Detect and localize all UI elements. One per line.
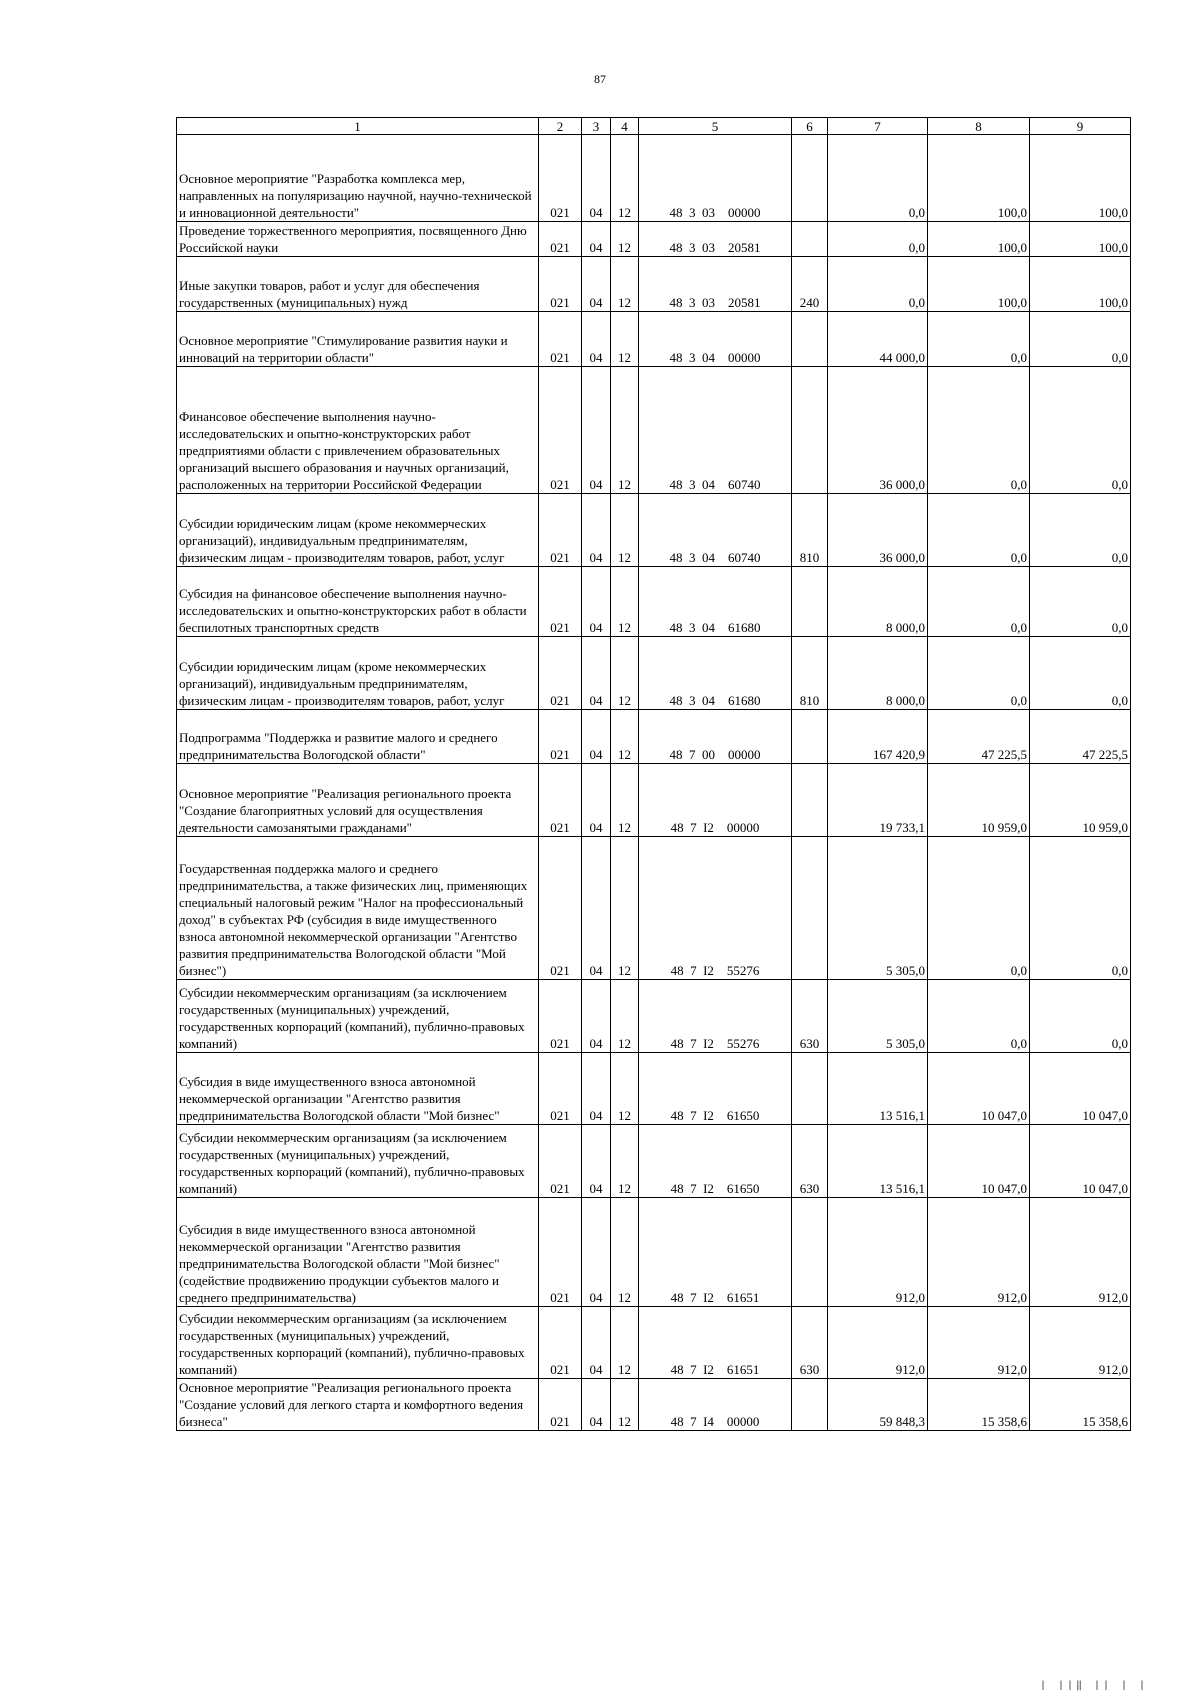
cell-amount-year-1: 13 516,1 — [828, 1125, 928, 1198]
cell-admin-code: 021 — [539, 367, 582, 494]
row-description: Основное мероприятие "Реализация регионального проекта "Создание благоприятных условий для осуществления деятельности самозанятыми гражданами" — [177, 764, 539, 837]
row-description: Субсидия в виде имущественного взноса автономной некоммерческой организации "Агентство развития предпринимательства Вологодской области "Мой бизнес" — [177, 1053, 539, 1125]
cell-target-article: 48 7 00 00000 — [639, 710, 792, 764]
cell-section: 04 — [582, 1125, 611, 1198]
table-row — [177, 1379, 1131, 1431]
cell-subsection: 12 — [611, 637, 639, 710]
cell-target-article: 48 7 I2 61650 — [639, 1125, 792, 1198]
cell-amount-year-1: 0,0 — [828, 257, 928, 312]
cell-target-article: 48 7 I4 00000 — [639, 1379, 792, 1431]
cell-amount-year-1: 59 848,3 — [828, 1379, 928, 1431]
table-row — [177, 135, 1131, 222]
col-header-3: 3 — [582, 118, 611, 135]
cell-amount-year-3: 912,0 — [1030, 1198, 1131, 1307]
cell-amount-year-3: 912,0 — [1030, 1307, 1131, 1379]
col-header-5: 5 — [639, 118, 792, 135]
cell-amount-year-2: 100,0 — [928, 257, 1030, 312]
cell-amount-year-1: 44 000,0 — [828, 312, 928, 367]
table-row — [177, 367, 1131, 494]
cell-amount-year-1: 13 516,1 — [828, 1053, 928, 1125]
table-row — [177, 1125, 1131, 1198]
cell-section: 04 — [582, 1198, 611, 1307]
cell-section: 04 — [582, 312, 611, 367]
cell-target-article: 48 7 I2 61651 — [639, 1198, 792, 1307]
cell-target-article: 48 3 04 00000 — [639, 312, 792, 367]
cell-amount-year-2: 100,0 — [928, 135, 1030, 222]
cell-target-article: 48 3 04 60740 — [639, 494, 792, 567]
cell-amount-year-1: 912,0 — [828, 1198, 928, 1307]
cell-subsection: 12 — [611, 1053, 639, 1125]
cell-admin-code: 021 — [539, 567, 582, 637]
cell-target-article: 48 3 04 61680 — [639, 567, 792, 637]
row-description: Основное мероприятие "Разработка комплекса мер, направленных на популяризацию научной, научно-технической и инновационной деятельности" — [177, 135, 539, 222]
row-description: Субсидии юридическим лицам (кроме некоммерческих организаций), индивидуальным предпринимателям, физическим лицам - производителям товаров, работ, услуг — [177, 637, 539, 710]
table-row — [177, 312, 1131, 367]
row-description: Основное мероприятие "Реализация регионального проекта "Создание условий для легкого старта и комфортного ведения бизнеса" — [177, 1379, 539, 1431]
cell-target-article: 48 7 I2 61650 — [639, 1053, 792, 1125]
cell-target-article: 48 3 03 20581 — [639, 257, 792, 312]
cell-expense-type: 810 — [792, 637, 828, 710]
cell-section: 04 — [582, 837, 611, 980]
cell-section: 04 — [582, 637, 611, 710]
cell-admin-code: 021 — [539, 1198, 582, 1307]
cell-amount-year-1: 5 305,0 — [828, 980, 928, 1053]
cell-subsection: 12 — [611, 257, 639, 312]
cell-admin-code: 021 — [539, 135, 582, 222]
table-row — [177, 494, 1131, 567]
cell-subsection: 12 — [611, 764, 639, 837]
cell-amount-year-2: 10 047,0 — [928, 1053, 1030, 1125]
cell-expense-type — [792, 135, 828, 222]
cell-expense-type — [792, 312, 828, 367]
row-description: Государственная поддержка малого и среднего предпринимательства, а также физических лиц, применяющих специальный налоговый режим "Налог на профессиональный доход" в субъектах РФ (субсидия в виде имущественного взноса автономной некоммерческой организации "Агентство развития предпринимательства Вологодской области "Мой бизнес") — [177, 837, 539, 980]
cell-admin-code: 021 — [539, 312, 582, 367]
budget-table — [176, 117, 1131, 1431]
row-description: Подпрограмма "Поддержка и развитие малого и среднего предпринимательства Вологодской области" — [177, 710, 539, 764]
cell-admin-code: 021 — [539, 1379, 582, 1431]
cell-target-article: 48 7 I2 55276 — [639, 837, 792, 980]
cell-admin-code: 021 — [539, 837, 582, 980]
table-row — [177, 222, 1131, 257]
cell-expense-type: 630 — [792, 1125, 828, 1198]
table-row — [177, 1307, 1131, 1379]
cell-admin-code: 021 — [539, 637, 582, 710]
cell-amount-year-3: 0,0 — [1030, 567, 1131, 637]
cell-section: 04 — [582, 710, 611, 764]
cell-admin-code: 021 — [539, 1307, 582, 1379]
cell-amount-year-3: 0,0 — [1030, 367, 1131, 494]
cell-section: 04 — [582, 980, 611, 1053]
cell-amount-year-1: 5 305,0 — [828, 837, 928, 980]
cell-amount-year-3: 10 959,0 — [1030, 764, 1131, 837]
scan-marks: | ||‖ || | | — [1040, 1681, 1149, 1692]
cell-expense-type — [792, 1379, 828, 1431]
table-row — [177, 1198, 1131, 1307]
cell-amount-year-2: 912,0 — [928, 1198, 1030, 1307]
cell-expense-type — [792, 764, 828, 837]
cell-subsection: 12 — [611, 980, 639, 1053]
cell-target-article: 48 7 I2 61651 — [639, 1307, 792, 1379]
cell-subsection: 12 — [611, 1307, 639, 1379]
cell-section: 04 — [582, 1307, 611, 1379]
cell-amount-year-1: 19 733,1 — [828, 764, 928, 837]
cell-expense-type — [792, 1053, 828, 1125]
col-header-2: 2 — [539, 118, 582, 135]
row-description: Субсидии некоммерческим организациям (за исключением государственных (муниципальных) учреждений, государственных корпораций (компаний), публично-правовых компаний) — [177, 980, 539, 1053]
cell-section: 04 — [582, 764, 611, 837]
cell-amount-year-1: 912,0 — [828, 1307, 928, 1379]
cell-admin-code: 021 — [539, 1125, 582, 1198]
cell-target-article: 48 3 04 61680 — [639, 637, 792, 710]
row-description: Финансовое обеспечение выполнения научно-исследовательских и опытно-конструкторских работ предприятиями области с привлечением образовательных организаций высшего образования и научных организаций, расположенных на территории Российской Федерации — [177, 367, 539, 494]
cell-amount-year-2: 100,0 — [928, 222, 1030, 257]
row-description: Субсидии некоммерческим организациям (за исключением государственных (муниципальных) учреждений, государственных корпораций (компаний), публично-правовых компаний) — [177, 1307, 539, 1379]
cell-admin-code: 021 — [539, 764, 582, 837]
cell-section: 04 — [582, 367, 611, 494]
table-row — [177, 257, 1131, 312]
cell-target-article: 48 3 03 00000 — [639, 135, 792, 222]
cell-expense-type — [792, 222, 828, 257]
cell-expense-type — [792, 1198, 828, 1307]
cell-section: 04 — [582, 1053, 611, 1125]
col-header-6: 6 — [792, 118, 828, 135]
cell-subsection: 12 — [611, 135, 639, 222]
row-description: Иные закупки товаров, работ и услуг для обеспечения государственных (муниципальных) нужд — [177, 257, 539, 312]
cell-expense-type — [792, 710, 828, 764]
cell-target-article: 48 3 04 60740 — [639, 367, 792, 494]
col-header-8: 8 — [928, 118, 1030, 135]
cell-amount-year-2: 10 959,0 — [928, 764, 1030, 837]
cell-amount-year-1: 36 000,0 — [828, 367, 928, 494]
header-row — [177, 118, 1131, 135]
cell-amount-year-1: 36 000,0 — [828, 494, 928, 567]
cell-section: 04 — [582, 494, 611, 567]
cell-subsection: 12 — [611, 567, 639, 637]
cell-expense-type — [792, 837, 828, 980]
col-header-7: 7 — [828, 118, 928, 135]
cell-section: 04 — [582, 1379, 611, 1431]
col-header-4: 4 — [611, 118, 639, 135]
cell-amount-year-3: 0,0 — [1030, 980, 1131, 1053]
table-row — [177, 837, 1131, 980]
row-description: Субсидии юридическим лицам (кроме некоммерческих организаций), индивидуальным предпринимателям, физическим лицам - производителям товаров, работ, услуг — [177, 494, 539, 567]
cell-amount-year-1: 167 420,9 — [828, 710, 928, 764]
col-header-9: 9 — [1030, 118, 1131, 135]
table-row — [177, 710, 1131, 764]
cell-expense-type — [792, 567, 828, 637]
cell-amount-year-2: 912,0 — [928, 1307, 1030, 1379]
cell-amount-year-3: 10 047,0 — [1030, 1053, 1131, 1125]
cell-subsection: 12 — [611, 494, 639, 567]
cell-amount-year-3: 100,0 — [1030, 257, 1131, 312]
cell-amount-year-2: 0,0 — [928, 637, 1030, 710]
cell-amount-year-2: 0,0 — [928, 367, 1030, 494]
cell-subsection: 12 — [611, 367, 639, 494]
cell-section: 04 — [582, 257, 611, 312]
cell-amount-year-3: 0,0 — [1030, 494, 1131, 567]
cell-expense-type: 630 — [792, 1307, 828, 1379]
cell-amount-year-3: 47 225,5 — [1030, 710, 1131, 764]
cell-subsection: 12 — [611, 222, 639, 257]
row-description: Субсидия на финансовое обеспечение выполнения научно- исследовательских и опытно-конструкторских работ в области беспилотных транспортных средств — [177, 567, 539, 637]
cell-amount-year-3: 0,0 — [1030, 837, 1131, 980]
cell-subsection: 12 — [611, 710, 639, 764]
table-row — [177, 1053, 1131, 1125]
cell-expense-type — [792, 367, 828, 494]
cell-section: 04 — [582, 135, 611, 222]
cell-target-article: 48 7 I2 55276 — [639, 980, 792, 1053]
cell-admin-code: 021 — [539, 710, 582, 764]
table-row — [177, 567, 1131, 637]
cell-amount-year-1: 8 000,0 — [828, 567, 928, 637]
cell-amount-year-2: 0,0 — [928, 494, 1030, 567]
cell-amount-year-3: 0,0 — [1030, 637, 1131, 710]
cell-admin-code: 021 — [539, 980, 582, 1053]
cell-amount-year-2: 0,0 — [928, 980, 1030, 1053]
table-row — [177, 764, 1131, 837]
cell-subsection: 12 — [611, 312, 639, 367]
row-description: Основное мероприятие "Стимулирование развития науки и инноваций на территории области" — [177, 312, 539, 367]
col-header-1: 1 — [177, 118, 539, 135]
cell-amount-year-3: 10 047,0 — [1030, 1125, 1131, 1198]
cell-expense-type: 810 — [792, 494, 828, 567]
cell-target-article: 48 3 03 20581 — [639, 222, 792, 257]
cell-section: 04 — [582, 222, 611, 257]
cell-amount-year-3: 100,0 — [1030, 222, 1131, 257]
cell-amount-year-1: 8 000,0 — [828, 637, 928, 710]
cell-amount-year-2: 47 225,5 — [928, 710, 1030, 764]
cell-amount-year-3: 100,0 — [1030, 135, 1131, 222]
cell-amount-year-3: 0,0 — [1030, 312, 1131, 367]
cell-admin-code: 021 — [539, 222, 582, 257]
cell-admin-code: 021 — [539, 1053, 582, 1125]
cell-amount-year-3: 15 358,6 — [1030, 1379, 1131, 1431]
cell-amount-year-2: 10 047,0 — [928, 1125, 1030, 1198]
row-description: Проведение торжественного мероприятия, посвященного Дню Российской науки — [177, 222, 539, 257]
cell-subsection: 12 — [611, 1198, 639, 1307]
cell-section: 04 — [582, 567, 611, 637]
table-row — [177, 980, 1131, 1053]
cell-target-article: 48 7 I2 00000 — [639, 764, 792, 837]
cell-amount-year-1: 0,0 — [828, 222, 928, 257]
table-row — [177, 637, 1131, 710]
cell-subsection: 12 — [611, 1379, 639, 1431]
cell-admin-code: 021 — [539, 494, 582, 567]
cell-expense-type: 630 — [792, 980, 828, 1053]
row-description: Субсидия в виде имущественного взноса автономной некоммерческой организации "Агентство развития предпринимательства Вологодской области "Мой бизнес" (содействие продвижению продукции субъектов малого и среднего предпринимательства) — [177, 1198, 539, 1307]
cell-amount-year-1: 0,0 — [828, 135, 928, 222]
cell-amount-year-2: 0,0 — [928, 567, 1030, 637]
page-number: 87 — [594, 72, 606, 86]
row-description: Субсидии некоммерческим организациям (за исключением государственных (муниципальных) учреждений, государственных корпораций (компаний), публично-правовых компаний) — [177, 1125, 539, 1198]
cell-expense-type: 240 — [792, 257, 828, 312]
cell-subsection: 12 — [611, 1125, 639, 1198]
cell-amount-year-2: 0,0 — [928, 312, 1030, 367]
cell-subsection: 12 — [611, 837, 639, 980]
cell-amount-year-2: 0,0 — [928, 837, 1030, 980]
cell-amount-year-2: 15 358,6 — [928, 1379, 1030, 1431]
cell-admin-code: 021 — [539, 257, 582, 312]
